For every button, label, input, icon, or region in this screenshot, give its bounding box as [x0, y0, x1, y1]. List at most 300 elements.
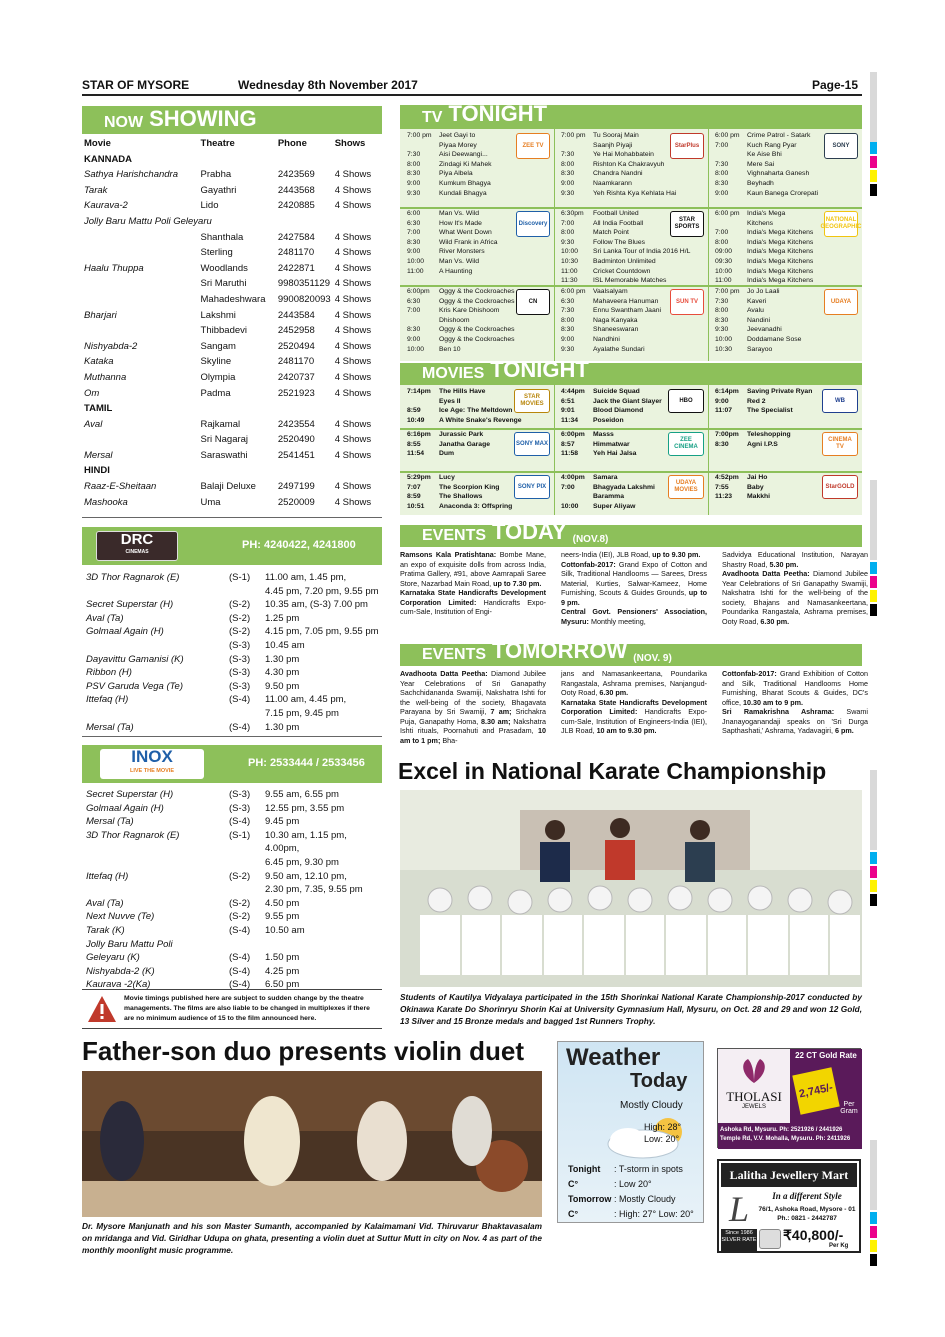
- show-count: 4 Shows: [334, 247, 372, 259]
- program-title: The Scorpion King: [439, 483, 500, 491]
- program-title: Yeh Hai Jalsa: [593, 450, 637, 458]
- program-time: 9:30: [561, 189, 575, 197]
- program-time: 11:30: [561, 277, 578, 285]
- program-title: India's Mega Kitchens: [747, 267, 814, 275]
- show-count: 4 Shows: [334, 340, 372, 352]
- event-item: [561, 550, 700, 559]
- table-row: [82, 370, 382, 386]
- program-time: 6:30: [561, 297, 575, 305]
- theatre-name: Sri Maruthi: [200, 278, 247, 290]
- program-title: Ennu Swantham Jaani: [593, 307, 662, 315]
- movie-name: Kataka: [84, 356, 114, 368]
- show-times: 6.50 pm: [265, 979, 300, 991]
- program-row: [561, 257, 705, 267]
- weather-box: [557, 1041, 704, 1223]
- program-title: Man Vs. Wild: [439, 210, 480, 217]
- program-title: Eyes II: [439, 397, 461, 405]
- program-time: 6:30pm: [561, 210, 584, 217]
- program-row: [407, 267, 551, 277]
- violin-photo: [82, 1071, 542, 1217]
- show-count: 4 Shows: [334, 481, 372, 493]
- movie-name: Secret Superstar (H): [86, 599, 174, 611]
- event-time: 6.30 pm.: [760, 616, 790, 626]
- column-header: Movie: [84, 138, 111, 149]
- lalitha-brand: Lalitha Jewellery Mart: [721, 1163, 857, 1187]
- event-column: [561, 550, 707, 626]
- screen-number: (S-2): [229, 897, 251, 909]
- drc-logo: [96, 531, 178, 561]
- program-row: [561, 267, 705, 277]
- show-count: 4 Shows: [334, 262, 372, 274]
- program-time: 7:00: [561, 219, 575, 227]
- karate-photo: [400, 790, 862, 987]
- language-row: [82, 401, 382, 417]
- movie-name: 3D Thor Ragnarok (E): [86, 829, 180, 841]
- event-column: [722, 669, 868, 736]
- theatre-name: Mahadeshwara: [200, 293, 266, 305]
- grid-divider: [708, 129, 709, 361]
- program-time: 7:07: [407, 483, 421, 491]
- program-title: Lucy: [439, 474, 455, 481]
- list-item: [86, 639, 382, 653]
- events-today-date: (NOV.8): [572, 534, 609, 545]
- list-item: [86, 856, 382, 870]
- screen-number: (S-3): [229, 653, 251, 665]
- program-title: Oggy & the Cockroaches: [439, 288, 515, 295]
- program-row: [715, 267, 859, 277]
- program-time: 8:00: [715, 238, 729, 246]
- event-organizer: Avadhoota Datta Peetha:: [722, 569, 810, 578]
- table-row: [82, 245, 382, 261]
- table-row: [82, 339, 382, 355]
- show-times: 1.50 pm: [265, 952, 300, 964]
- event-details: jans and Namasankeertana, Poundarika Rangastala, Ashrama premises, Nanjangud-Ooty Road,: [561, 669, 707, 697]
- theatre-name: Skyline: [200, 356, 232, 368]
- show-times: 11.00 am, 4.45 pm,: [265, 694, 347, 706]
- events-tomorrow-title-small: EVENTS: [422, 646, 487, 663]
- channel-logo-icon: StarPlus: [670, 133, 704, 159]
- program-time: 7:00: [715, 141, 729, 149]
- language-row: [82, 463, 382, 479]
- program-row: [561, 179, 705, 189]
- program-title: India's Mega Kitchens: [747, 248, 814, 256]
- program-title: What Went Down: [439, 229, 492, 237]
- list-item: [86, 707, 382, 721]
- program-time: 6:16pm: [407, 431, 431, 438]
- program-time: 9:30: [561, 238, 575, 246]
- screen-number: (S-3): [229, 802, 251, 814]
- tholasi-logo-icon: [736, 1055, 772, 1085]
- program-row: [715, 160, 859, 170]
- program-title: Follow The Blues: [593, 238, 646, 246]
- event-item: [722, 669, 868, 707]
- screen-number: (S-3): [229, 667, 251, 679]
- program-row: [715, 316, 859, 326]
- event-details: Diamond Jubilee Year Celebrations of Sri Ganapathy Sachchidananda Swamiji, Nakshatra Ishti for the well-being of the society, Bhagavata Parayana by Sri Swamiji,: [400, 669, 546, 716]
- screen-number: (S-2): [229, 599, 251, 611]
- program-title: Piya Albela: [439, 170, 473, 178]
- theatre-phone: 2420737: [277, 371, 315, 383]
- program-title: Yeh Rishta Kya Kehlata Hai: [593, 189, 677, 197]
- lalitha-since: Since 1986: [725, 1230, 753, 1236]
- list-item: [86, 721, 382, 735]
- program-title: Samara: [593, 474, 618, 481]
- lalitha-phone: Ph.: 0821 - 2442787: [777, 1215, 837, 1222]
- program-time: 11:00: [407, 267, 424, 275]
- disclaimer-box: [82, 989, 382, 1029]
- program-row: [407, 179, 551, 189]
- program-time: 8:00: [561, 160, 575, 168]
- list-item: [86, 666, 382, 680]
- screen-number: (S-2): [229, 612, 251, 624]
- program-title: India's Mega Kitchens: [747, 257, 814, 265]
- karate-photo-image: [400, 790, 862, 987]
- grid-divider: [554, 385, 555, 515]
- theatre-phone: 2443568: [277, 184, 315, 196]
- program-time: 10:00: [407, 345, 425, 353]
- show-count: 4 Shows: [334, 293, 372, 305]
- event-details: Diamond Jubilee Year Celebrations of Sri Ganapathy Swamiji, Nakshatra Ishti for the well-being of the society, Bhajans and Namasankeertana, Poundarika Rangastala, Ashrama premises, Ooty Road,: [722, 569, 868, 626]
- program-row: [407, 335, 551, 345]
- list-item: [86, 693, 382, 707]
- program-time: 6:51: [561, 397, 575, 405]
- theatre-phone: 2481170: [277, 247, 315, 259]
- program-row: [407, 416, 551, 426]
- program-row: [407, 247, 551, 257]
- list-item: [86, 680, 382, 694]
- program-time: 6:00 pm: [561, 288, 586, 295]
- tv-tonight-title-small: TV: [422, 109, 443, 126]
- program-title: Tu Sooraj Main: [593, 132, 639, 139]
- table-row: [82, 479, 382, 495]
- theatre-name: Gayathri: [200, 184, 237, 196]
- weather-tomorrow-value: : Mostly Cloudy: [614, 1194, 676, 1204]
- theatre-name: Balaji Deluxe: [200, 481, 256, 493]
- event-details: Sadvidya Educational Institution, Narayan Shastry Road,: [722, 550, 868, 569]
- inox-listing: [86, 788, 382, 992]
- channel-logo-icon: ZEE CINEMA: [668, 432, 704, 456]
- program-time: 10:30: [715, 345, 733, 353]
- show-times: 1.30 pm: [265, 653, 300, 665]
- event-time: 10.30 am to 9 pm.: [743, 697, 803, 707]
- movie-name: PSV Garuda Vega (Te): [86, 680, 183, 692]
- program-time: 7:00: [407, 229, 421, 237]
- program-time: 7:00 pm: [561, 132, 586, 139]
- channel-logo-icon: CINEMA TV: [822, 432, 858, 456]
- event-column: [561, 669, 707, 736]
- show-times: 12.55 pm, 3.55 pm: [265, 802, 345, 814]
- show-times: 2.30 pm, 7.35, 9.55 pm: [265, 884, 363, 896]
- program-title: Janatha Garage: [439, 440, 490, 448]
- program-title: Jurassic Park: [439, 431, 484, 438]
- movie-name: Jolly Baru Mattu Poli: [86, 938, 173, 950]
- channel-logo-icon: UDAYA: [824, 289, 858, 315]
- program-row: [715, 169, 859, 179]
- program-time: 9:00: [561, 179, 575, 187]
- movie-name: [82, 323, 199, 339]
- event-time: 7 am;: [490, 707, 512, 716]
- program-title: Super Aliyaw: [593, 502, 636, 510]
- program-title: Jeet Gayi to: [439, 132, 476, 139]
- screen-number: (S-3): [229, 680, 251, 692]
- screen-number: [229, 883, 265, 897]
- event-details: Swami Jnanayoganandaji speaks on 'Sri Durga Sapthashati,' Ashrama, Yadavagiri,: [722, 707, 868, 735]
- program-title: Ke Aise Bhi: [747, 151, 782, 159]
- lalitha-tagline: In a different Style: [772, 1191, 842, 1201]
- program-row: [407, 325, 551, 335]
- list-item: [86, 815, 382, 829]
- event-item: [722, 550, 868, 569]
- tholasi-brand-panel: [718, 1049, 790, 1123]
- program-time: 9:00: [715, 397, 729, 405]
- movie-name: [86, 585, 229, 599]
- weather-tomorrow-unit: C°: [568, 1209, 579, 1219]
- program-title: How It's Made: [439, 219, 482, 227]
- program-time: 6:14pm: [715, 388, 739, 395]
- movie-name: Dayavittu Gamanisi (K): [86, 653, 184, 665]
- drc-phone: PH: 4240422, 4241800: [242, 539, 356, 551]
- program-title: Ben 10: [439, 345, 461, 353]
- program-row: [407, 169, 551, 179]
- table-row: [82, 276, 382, 292]
- program-title: Naamkarann: [593, 179, 632, 187]
- show-times: 9.45 pm: [265, 816, 300, 828]
- movie-name: Nishyabda-2: [84, 340, 138, 352]
- show-count: 4 Shows: [334, 418, 372, 430]
- theatre-name: Lakshmi: [200, 309, 236, 321]
- program-time: 4:44pm: [561, 388, 585, 395]
- program-title: India's Mega Kitchens: [747, 238, 814, 246]
- show-count: 4 Shows: [334, 200, 372, 212]
- show-count: 4 Shows: [334, 169, 372, 181]
- events-tomorrow-header: [400, 638, 862, 666]
- program-time: 10:51: [407, 502, 425, 510]
- show-count: 4 Shows: [334, 387, 372, 399]
- program-time: 7:55: [715, 483, 729, 491]
- program-time: 8:00: [715, 307, 729, 315]
- program-row: [407, 316, 551, 326]
- event-details: Grand Exhibition of Cotton and Silk, Traditional Handlooms Home Furnishing, Bharat Scouts & Guides, DC's office,: [722, 669, 868, 707]
- screen-number: (S-4): [229, 965, 251, 977]
- list-item: [86, 883, 382, 897]
- program-row: [715, 335, 859, 345]
- violin-photo-image: [82, 1071, 542, 1217]
- list-item: [86, 965, 382, 979]
- program-title: Nandini: [747, 316, 771, 324]
- event-item: [440, 736, 457, 745]
- show-count: 4 Shows: [334, 371, 372, 383]
- events-today-title-small: EVENTS: [422, 527, 487, 544]
- program-title: Aisi Deewangi...: [439, 151, 488, 159]
- program-title: Himmatwar: [593, 440, 630, 448]
- channel-logo-icon: SONY PIX: [514, 475, 550, 499]
- tholasi-rate-title: 22 CT Gold Rate: [795, 1051, 857, 1060]
- program-row: [561, 276, 705, 286]
- screen-number: (S-3): [229, 789, 251, 800]
- program-title: Jai Ho: [747, 474, 768, 481]
- movie-name: [86, 856, 229, 870]
- lalitha-since-box: [721, 1229, 757, 1251]
- events-today-title-big: TODAY: [492, 519, 567, 544]
- theatre-name: Thibbadevi: [200, 325, 247, 337]
- movie-name: [82, 292, 199, 308]
- column-header: Shows: [334, 138, 366, 149]
- movie-name: Next Nuvve (Te): [86, 911, 155, 923]
- screen-number: (S-4): [229, 721, 251, 733]
- channel-logo-icon: CN: [516, 289, 550, 315]
- screen-number: (S-2): [229, 626, 251, 638]
- program-time: 8:59: [407, 407, 421, 415]
- weather-tonight-label: Tonight: [568, 1164, 601, 1174]
- program-title: Kris Kare Dhishoom: [439, 307, 500, 315]
- table-row: [82, 230, 382, 246]
- program-time: 8:55: [407, 440, 421, 448]
- program-row: [561, 189, 705, 199]
- column-header: Phone: [277, 138, 307, 149]
- movie-name: Geleyaru (K): [86, 952, 140, 964]
- movie-name: [82, 245, 199, 261]
- program-row: [561, 247, 705, 257]
- language-label: HINDI: [84, 465, 110, 477]
- program-time: 7:30: [407, 151, 421, 159]
- program-title: Baby: [747, 483, 764, 491]
- movie-name: [86, 707, 229, 721]
- show-times: 10.45 am: [265, 639, 305, 651]
- screen-number: [229, 856, 265, 870]
- list-item: [86, 924, 382, 938]
- movie-name: Ittefaq (H): [86, 870, 129, 882]
- movie-name: Bharjari: [84, 309, 117, 321]
- show-count: 4 Shows: [334, 184, 372, 196]
- grid-divider: [708, 385, 709, 515]
- program-time: 7:00: [561, 483, 575, 491]
- channel-logo-icon: SONY MAX: [514, 432, 550, 456]
- program-time: 5:29pm: [407, 474, 431, 481]
- program-title: Mere Sai: [747, 160, 775, 168]
- program-row: [561, 416, 705, 426]
- table-row: [82, 292, 382, 308]
- theatre-phone: 2423554: [277, 418, 315, 430]
- program-row: [561, 502, 705, 512]
- program-title: Nandhini: [593, 335, 620, 343]
- now-showing-title-big: SHOWING: [149, 106, 257, 131]
- screen-number: (S-4): [229, 952, 251, 964]
- program-time: 8:00: [561, 229, 575, 237]
- weather-high: High: 28°: [644, 1122, 682, 1132]
- violin-caption: Dr. Mysore Manjunath and his son Master Sumanth, accompanied by Kalaimamani Vid. Thiruvarur Bhaktavasalam on mridanga and Vid. Giridhar Udupa on ghata, presenting a violin duet at Suttur Mutt in city on Nov. 4 as part of the monthly moonlight music programme.: [82, 1221, 542, 1255]
- show-times: 4.50 pm: [265, 897, 300, 909]
- program-title: Bhagyada Lakshmi: [593, 483, 655, 491]
- program-title: Cricket Countdown: [593, 267, 651, 275]
- screen-number: (S-4): [229, 924, 251, 936]
- theatre-name: Shanthala: [200, 231, 244, 243]
- movie-name: [86, 639, 229, 653]
- program-title: Kaveri: [747, 297, 767, 305]
- program-title: Oggy & the Cockroaches: [439, 297, 515, 305]
- screen-number: (S-1): [229, 572, 251, 583]
- movie-name: Tarak: [84, 184, 108, 196]
- program-time: 11:34: [561, 416, 579, 424]
- tholasi-rate-panel: [790, 1049, 862, 1123]
- channel-logo-icon: WB: [822, 389, 858, 413]
- program-row: [715, 189, 859, 199]
- program-title: Badminton Unlimited: [593, 257, 656, 265]
- program-row: [561, 316, 705, 326]
- program-title: Sri Lanka Tour of India 2016 H/L: [593, 248, 691, 256]
- channel-logo-icon: STAR MOVIES: [514, 389, 550, 413]
- program-row: [407, 238, 551, 248]
- event-item: [561, 669, 707, 697]
- table-row: [82, 183, 382, 199]
- list-item: [86, 653, 382, 667]
- program-time: 10:30: [561, 257, 579, 265]
- drc-logo-text: DRC: [120, 531, 154, 548]
- screen-number: (S-4): [229, 816, 251, 828]
- event-organizer: Central Govt. Pensioners' Association, Mysuru:: [561, 607, 707, 626]
- program-title: Makkhi: [747, 493, 771, 501]
- program-title: Agni I.P.S: [747, 440, 778, 448]
- tholasi-per: Per Gram: [840, 1101, 858, 1115]
- theatre-phone: 2497199: [277, 481, 315, 493]
- list-item: [86, 938, 382, 952]
- program-time: 7:30: [715, 297, 729, 305]
- program-time: 8:30: [407, 170, 421, 178]
- channel-logo-icon: Discovery: [516, 211, 550, 237]
- program-title: Dhishoom: [439, 316, 470, 324]
- theatre-name: Olympia: [200, 371, 236, 383]
- movie-name: [82, 230, 199, 246]
- event-item: [722, 569, 868, 626]
- program-time: 8:30: [407, 238, 421, 246]
- channel-logo-icon: NATIONAL GEOGRAPHIC: [824, 211, 858, 237]
- grid-divider: [554, 129, 555, 361]
- program-time: 6:00 pm: [715, 132, 740, 139]
- program-title: Chandra Nandni: [593, 170, 643, 178]
- program-title: Suicide Squad: [593, 388, 640, 395]
- event-details: Bha-: [440, 735, 458, 745]
- event-time: up to 9 pm.: [561, 588, 707, 607]
- program-title: Ye Hai Mohabbatein: [593, 151, 654, 159]
- program-time: 10:49: [407, 416, 425, 424]
- column-header: Theatre: [200, 138, 235, 149]
- show-count: 4 Shows: [334, 325, 372, 337]
- program-time: 6:00 pm: [715, 210, 740, 217]
- program-time: 6:30: [407, 297, 421, 305]
- program-title: Jo Jo Laali: [747, 288, 780, 295]
- program-title: The Hills Have: [439, 388, 486, 395]
- program-time: 4:52pm: [715, 474, 739, 481]
- program-title: A Haunting: [439, 267, 473, 275]
- tholasi-price: 2,745/-: [792, 1067, 839, 1114]
- channel-logo-icon: STAR SPORTS: [670, 211, 704, 237]
- table-row: [82, 432, 382, 448]
- program-row: [561, 335, 705, 345]
- event-organizer: Avadhoota Datta Peetha:: [400, 669, 488, 678]
- now-showing-header: [82, 106, 382, 134]
- movies-tonight-title-big: TONIGHT: [490, 357, 589, 382]
- list-item: [86, 625, 382, 639]
- divider: [82, 736, 382, 737]
- drc-logo-sub: CINEMAS: [125, 549, 149, 555]
- table-row: [82, 261, 382, 277]
- drc-header: [82, 527, 382, 565]
- program-time: 7:00pm: [715, 431, 739, 438]
- table-row: [82, 448, 382, 464]
- list-item: [86, 897, 382, 911]
- program-title: Avalu: [747, 307, 764, 315]
- lalitha-silver-rate: SILVER RATE: [721, 1237, 757, 1243]
- program-title: River Monsters: [439, 248, 485, 256]
